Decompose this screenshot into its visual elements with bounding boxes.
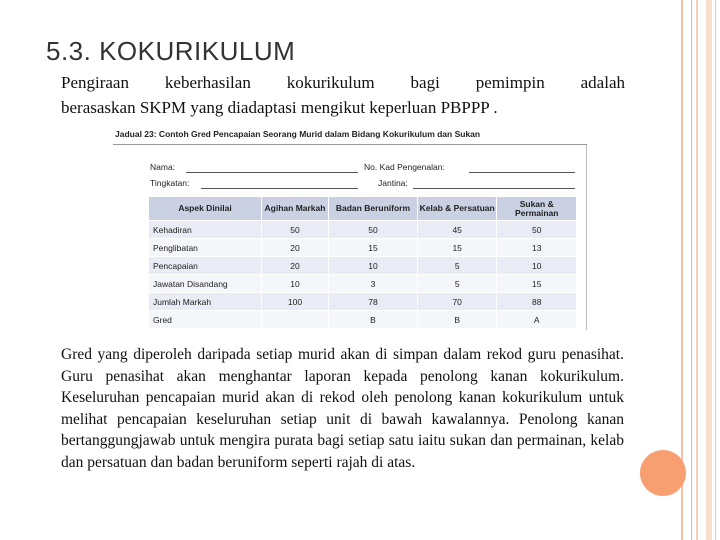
table-cell: 20 (262, 257, 329, 275)
table-figure (113, 127, 587, 330)
intro-line-2: berasaskan SKPM yang diadaptasi mengikut keperluan PBPPP . (61, 98, 498, 117)
form-label-tingkatan: Tingkatan: (150, 178, 190, 188)
intro-paragraph (61, 70, 625, 120)
table-row (149, 221, 577, 239)
table-cell: 10 (328, 257, 417, 275)
caption-divider (113, 144, 587, 145)
intro-line-1: Pengiraan keberhasilan kokurikulum bagi pemimpin adalah (61, 73, 625, 92)
form-label-kad: No. Kad Pengenalan: (364, 162, 445, 172)
form-line-kad (469, 172, 575, 173)
table-cell: 5 (417, 257, 497, 275)
body-paragraph: Gred yang diperoleh daripada setiap murid akan di simpan dalam rekod guru penasihat. Guru penasihat akan menghantar laporan kepada penolong kanan kokurikulum. Keseluruhan pencapaian murid akan di rekod oleh penolong kanan kokurikulum untuk melihat pencapaian keseluruhan setiap unit di bawah kawalannya. Penolong kanan bertanggungjawab untuk mengira purata bagi setiap satu iaitu sukan dan permainan, kelab dan persatuan dan badan beruniform seperti rajah di atas. (61, 346, 624, 471)
table-cell: Jawatan Disandang (149, 275, 262, 293)
table-cell: 15 (497, 275, 577, 293)
figure-caption: Jadual 23: Contoh Gred Pencapaian Seorang Murid dalam Bidang Kokurikulum dan Sukan (115, 129, 481, 139)
table-cell: 15 (328, 239, 417, 257)
table-cell: 45 (417, 221, 497, 239)
form-label-nama: Nama: (150, 162, 176, 172)
table-cell: 15 (417, 239, 497, 257)
header-cell: Agihan Markah (262, 197, 329, 221)
figure-border (586, 145, 587, 330)
header-cell: Badan Beruniform (328, 197, 417, 221)
table-cell: A (497, 311, 577, 329)
table-cell: 10 (497, 257, 577, 275)
table-cell: 100 (262, 293, 329, 311)
table-cell: Penglibatan (149, 239, 262, 257)
table-cell: B (417, 311, 497, 329)
table-row (149, 293, 577, 311)
table-cell: Kehadiran (149, 221, 262, 239)
table-cell: 5 (417, 275, 497, 293)
table-row (149, 311, 577, 329)
table-cell: 50 (262, 221, 329, 239)
decor-stripe (715, 0, 716, 540)
table-cell: Jumlah Markah (149, 293, 262, 311)
table-cell: Pencapaian (149, 257, 262, 275)
header-cell: Aspek Dinilai (149, 197, 262, 221)
decor-stripe (691, 0, 692, 540)
header-cell: Kelab & Persatuan (417, 197, 497, 221)
table-cell: 70 (417, 293, 497, 311)
table-row (149, 239, 577, 257)
form-line-jantina (413, 188, 575, 189)
table-cell: 20 (262, 239, 329, 257)
table-cell: 50 (328, 221, 417, 239)
table-cell: 10 (262, 275, 329, 293)
form-line-tingkatan (201, 188, 358, 189)
table-row (149, 275, 577, 293)
decor-stripe (696, 0, 698, 540)
table-cell: 78 (328, 293, 417, 311)
table-cell: 88 (497, 293, 577, 311)
header-cell: Sukan & Permainan (497, 197, 577, 221)
table-cell: Gred (149, 311, 262, 329)
table-cell: B (328, 311, 417, 329)
decor-circle (640, 450, 686, 496)
form-label-jantina: Jantina: (378, 178, 408, 188)
slide-title: 5.3. KOKURIKULUM (46, 36, 296, 66)
table-cell: 50 (497, 221, 577, 239)
table-cell: 3 (328, 275, 417, 293)
table-cell (262, 311, 329, 329)
form-line-nama (186, 172, 358, 173)
table-cell: 13 (497, 239, 577, 257)
table-row (149, 257, 577, 275)
decor-stripe (706, 0, 712, 540)
coco-grade-table (148, 196, 577, 329)
